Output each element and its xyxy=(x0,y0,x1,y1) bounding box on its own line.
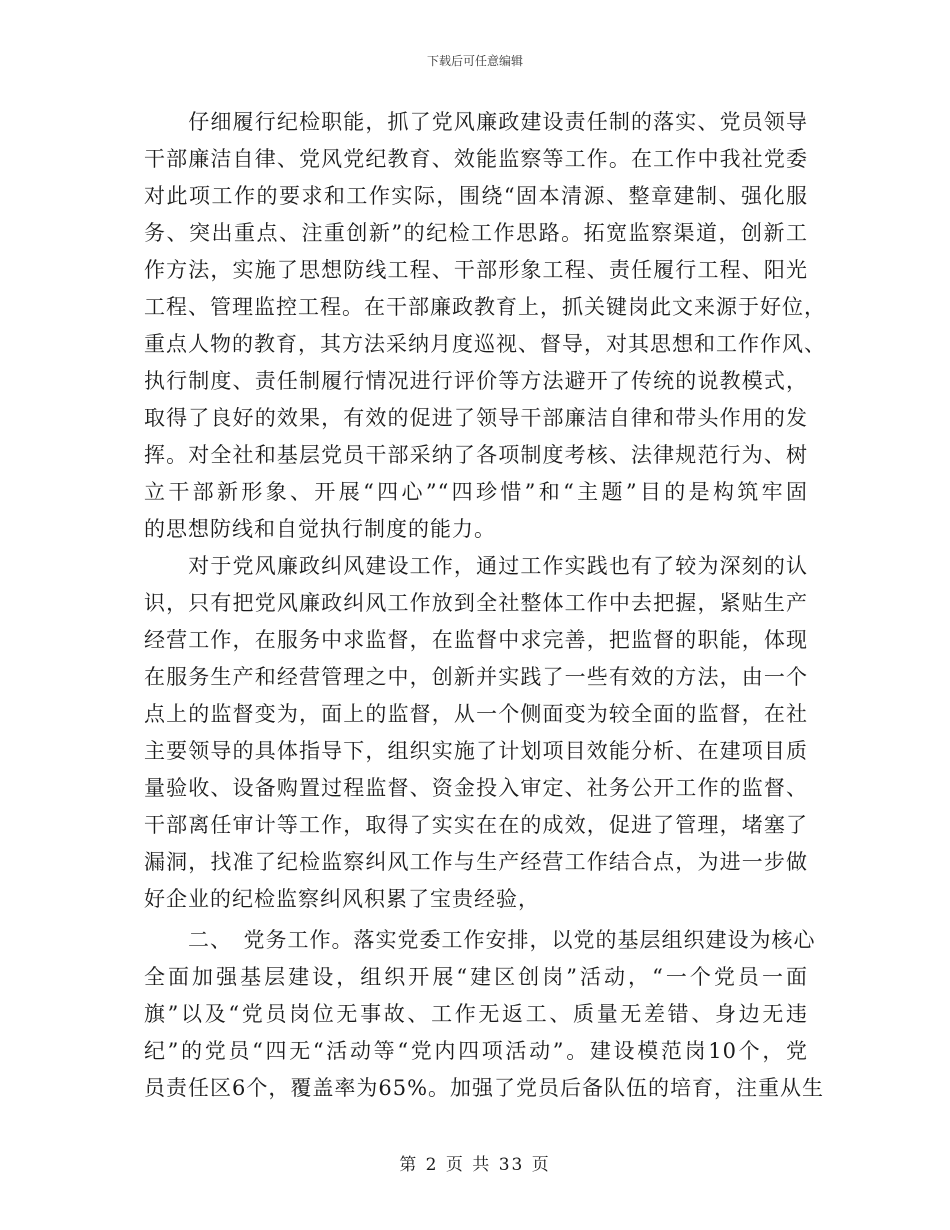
text-line: 干部离任审计等工作，取得了实实在在的成效，促进了管理，堵塞了 xyxy=(144,813,808,837)
paragraph-1 xyxy=(144,104,826,548)
text-line: 挥。对全社和基层党员干部采纳了各项制度考核、法律规范行为、树 xyxy=(144,443,808,467)
text-line: 纪”的党员“四无“活动等“党内四项活动”。建设模范岗10个，党 xyxy=(144,1039,808,1063)
text-line: 漏洞，找准了纪检监察纠风工作与生产经营工作结合点，为进一步做 xyxy=(144,850,808,874)
text-line: 识，只有把党风廉政纠风工作放到全社整体工作中去把握，紧贴生产 xyxy=(144,591,808,615)
text-line: 对于党风廉政纠风建设工作，通过工作实践也有了较为深刻的认 xyxy=(144,554,808,578)
page-header: 下载后可任意编辑 xyxy=(426,54,523,68)
text-line: 对此项工作的要求和工作实际，围绕“固本清源、整章建制、强化服 xyxy=(144,184,808,208)
text-line: 员责任区6个，覆盖率为65%。加强了党员后备队伍的培育，注重从生 xyxy=(144,1076,825,1100)
text-line: 量验收、设备购置过程监督、资金投入审定、社务公开工作的监督、 xyxy=(144,776,808,800)
page-number: 第 2 页 共 33 页 xyxy=(399,1155,551,1175)
text-line: 全面加强基层建设，组织开展“建区创岗”活动，“一个党员一面 xyxy=(144,965,808,989)
text-line: 好企业的纪检监察纠风积累了宝贵经验， xyxy=(144,887,540,911)
text-line: 作方法，实施了思想防线工程、干部形象工程、责任履行工程、阳光 xyxy=(144,258,808,282)
text-line: 旗”以及“党员岗位无事故、工作无返工、质量无差错、身边无违 xyxy=(144,1002,808,1026)
text-line: 立干部新形象、开展“四心”“四珍惜”和“主题”目的是构筑牢固 xyxy=(144,480,808,504)
text-line: 在服务生产和经营管理之中，创新并实践了一些有效的方法，由一个 xyxy=(144,665,808,689)
text-line: 的思想防线和自觉执行制度的能力。 xyxy=(144,517,496,541)
text-line: 重点人物的教育，其方法采纳月度巡视、督导，对其思想和工作作风、 xyxy=(144,332,826,356)
text-line: 取得了良好的效果，有效的促进了领导干部廉洁自律和带头作用的发 xyxy=(144,406,808,430)
text-line: 务、突出重点、注重创新”的纪检工作思路。拓宽监察渠道，创新工 xyxy=(144,221,808,245)
paragraph-3 xyxy=(144,922,825,1107)
text-line: 经营工作，在服务中求监督，在监督中求完善，把监督的职能，体现 xyxy=(144,628,808,652)
text-line: 主要领导的具体指导下，组织实施了计划项目效能分析、在建项目质 xyxy=(144,739,808,763)
document-body xyxy=(144,104,826,1107)
text-line: 干部廉洁自律、党风党纪教育、效能监察等工作。在工作中我社党委 xyxy=(144,147,808,171)
text-line: 仔细履行纪检职能，抓了党风廉政建设责任制的落实、党员领导 xyxy=(144,110,808,134)
paragraph-2 xyxy=(144,548,808,918)
text-line: 执行制度、责任制履行情况进行评价等方法避开了传统的说教模式， xyxy=(144,369,808,393)
text-line: 点上的监督变为，面上的监督，从一个侧面变为较全面的监督，在社 xyxy=(144,702,808,726)
text-line: 工程、管理监控工程。在干部廉政教育上，抓关键岗此文来源于好位， xyxy=(144,295,826,319)
text-line: 二、 党务工作。落实党委工作安排，以党的基层组织建设为核心 xyxy=(144,928,816,952)
